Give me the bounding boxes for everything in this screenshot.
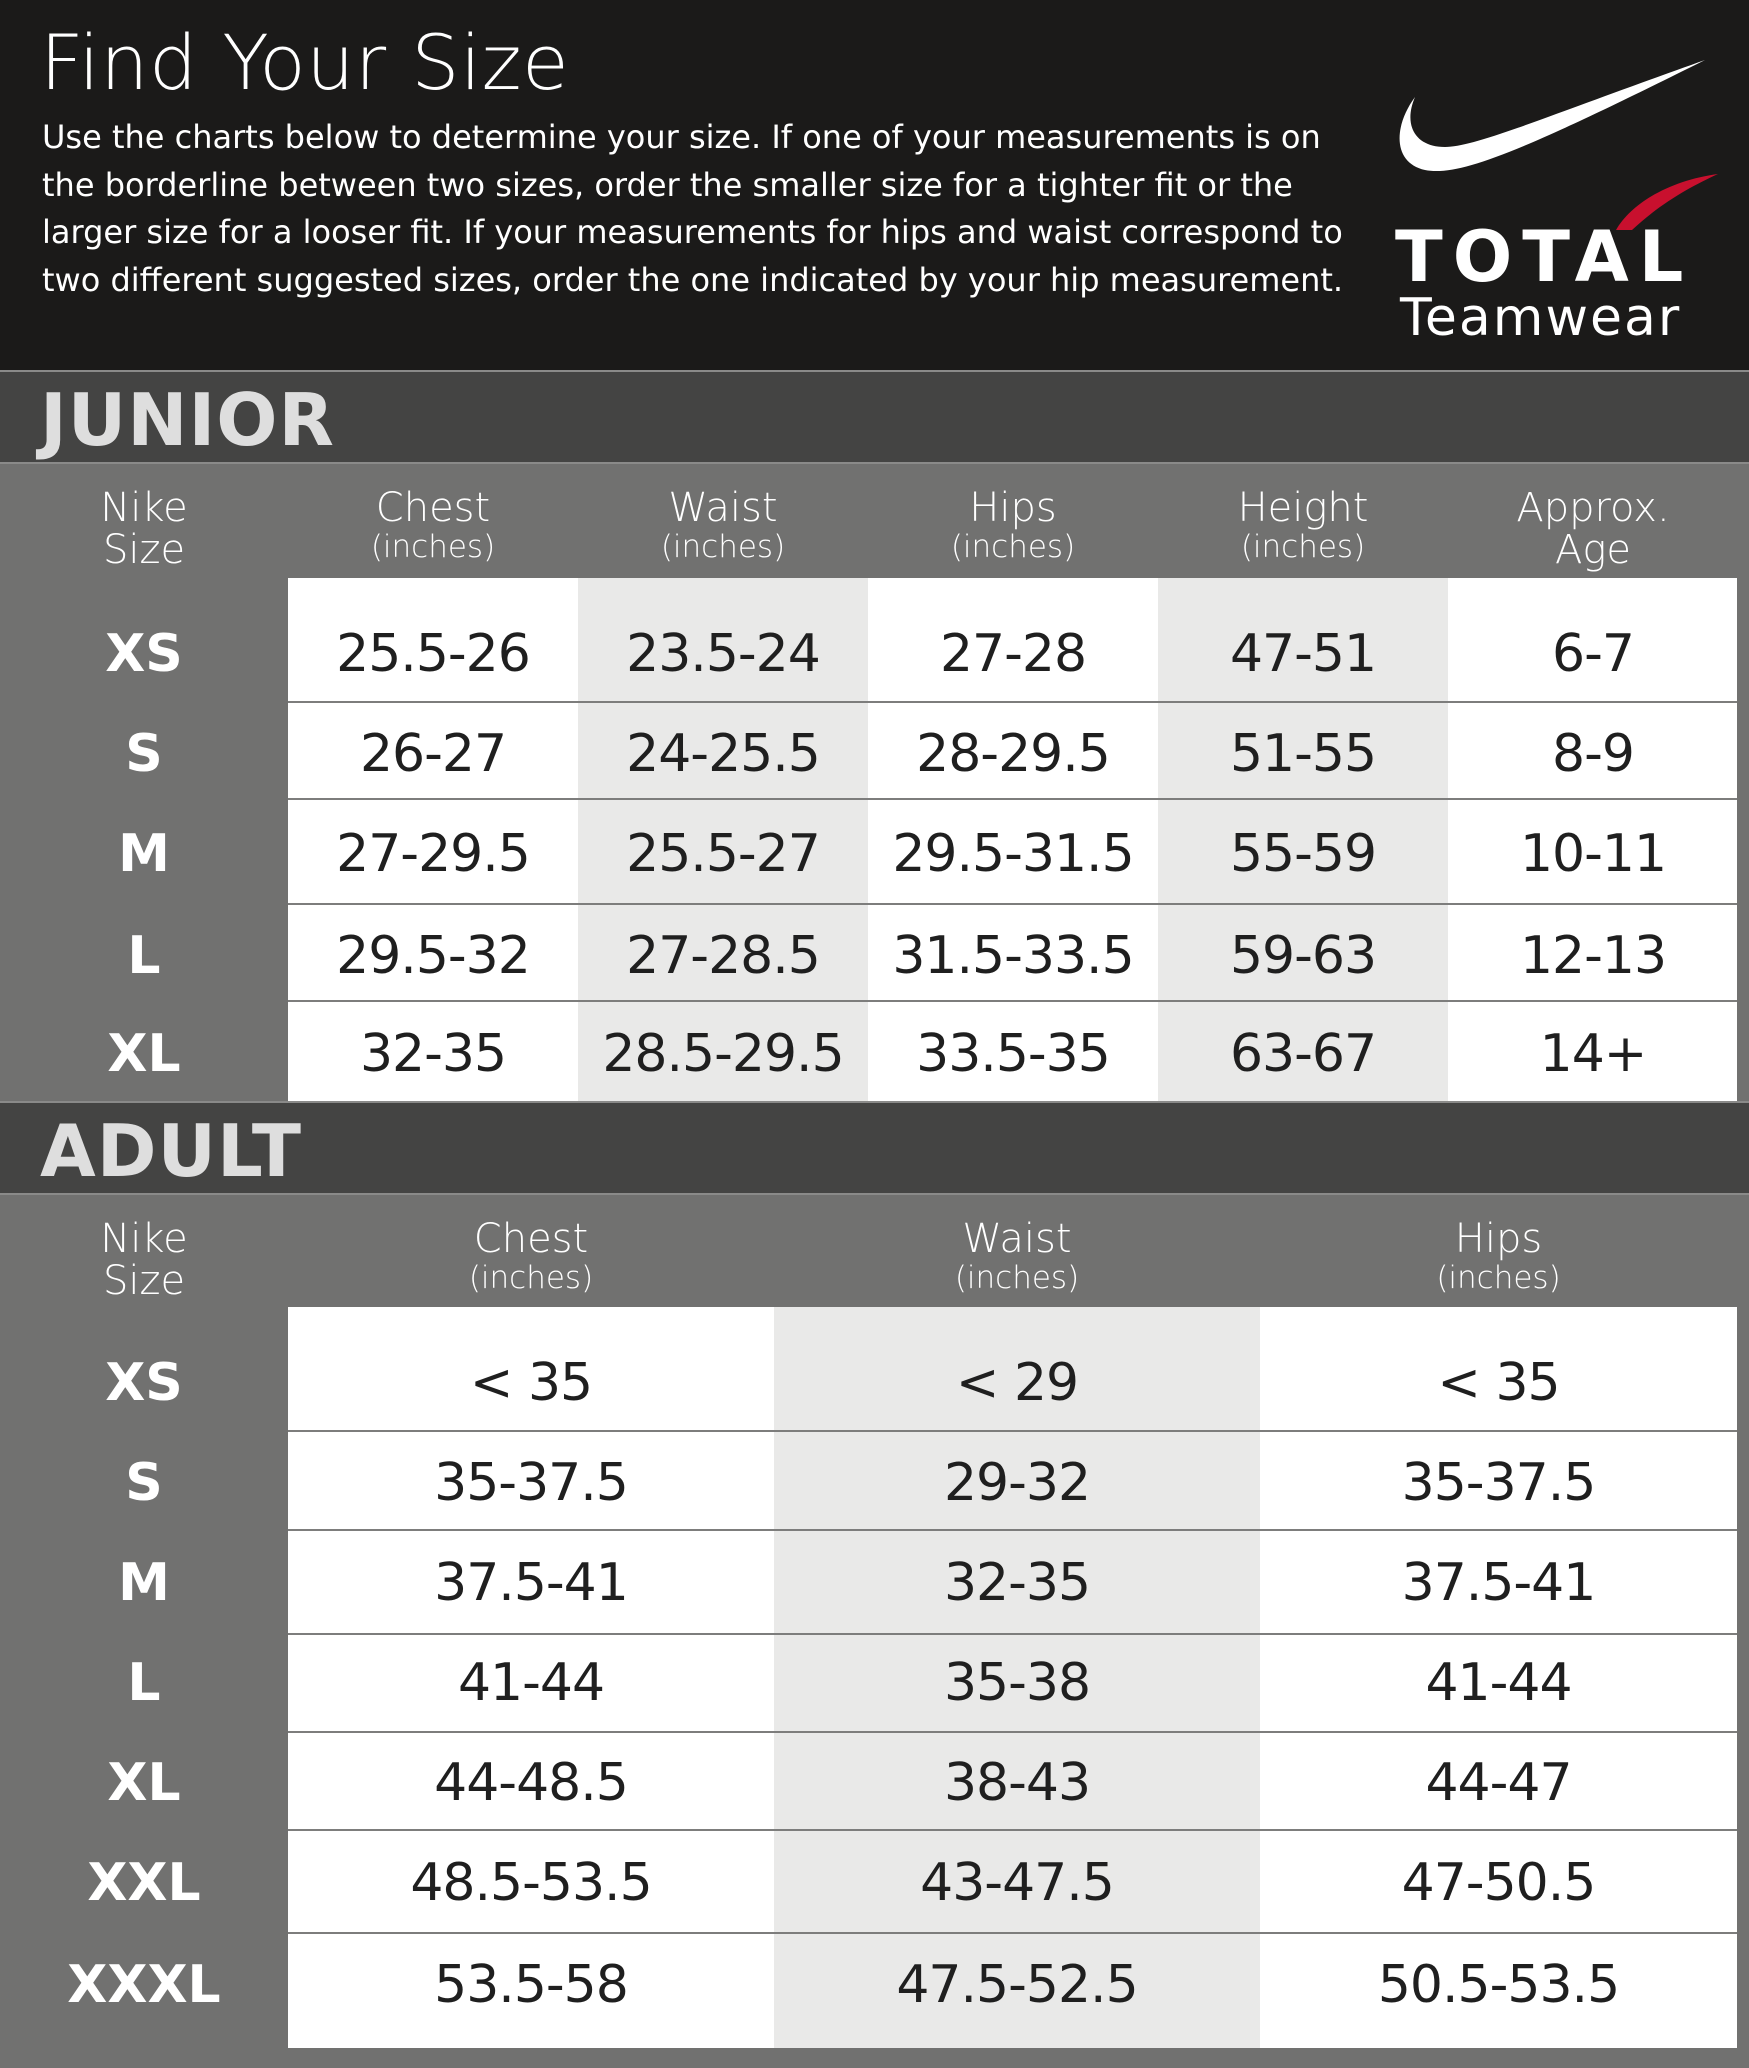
adult-size-m: M — [118, 1553, 170, 1613]
intro-text: Use the charts below to determine your size. If one of your measurements is on the borderline between two sizes, order the smaller size for a tighter fit or the larger size for a looser fit. If your measurements for hips and waist correspond to two different suggested sizes, order the one indicated by your hip measurement. — [42, 118, 1344, 299]
row-divider — [288, 1829, 1737, 1831]
adult-col-header-hips: Hips (inches) — [1436, 1216, 1561, 1296]
row-divider — [288, 1000, 1737, 1002]
row-divider — [288, 701, 1737, 703]
adult-cell: 35-37.5 — [434, 1453, 628, 1513]
junior-cell: 33.5-35 — [916, 1024, 1110, 1084]
row-divider — [288, 798, 1737, 800]
adult-cell: < 29 — [955, 1353, 1079, 1413]
junior-cell: 28-29.5 — [916, 724, 1110, 784]
junior-size-m: M — [118, 824, 170, 884]
adult-size-xl: XL — [107, 1753, 181, 1813]
brand-logo-total: TOTAL — [1395, 216, 1694, 298]
junior-cell: 28.5-29.5 — [602, 1024, 844, 1084]
adult-cell: 35-38 — [943, 1653, 1091, 1713]
row-divider — [288, 1633, 1737, 1635]
junior-cell: 51-55 — [1229, 724, 1377, 784]
junior-section-header — [0, 370, 1749, 464]
junior-table — [0, 464, 1749, 1101]
brand-logo-teamwear: Teamwear — [1400, 288, 1682, 348]
junior-cell: 24-25.5 — [626, 724, 820, 784]
junior-cell: 25.5-27 — [626, 824, 820, 884]
junior-col-header-chest: Chest (inches) — [370, 485, 496, 565]
adult-cell: 41-44 — [1425, 1653, 1572, 1713]
adult-cell: 53.5-58 — [434, 1955, 628, 2015]
adult-col-header-size: Nike Size — [100, 1216, 188, 1304]
adult-cell: 38-43 — [943, 1753, 1091, 1813]
adult-cell: 47-50.5 — [1401, 1853, 1596, 1913]
adult-cell: 44-47 — [1425, 1753, 1572, 1813]
adult-cell: 32-35 — [943, 1553, 1091, 1613]
junior-cell: 27-29.5 — [336, 824, 530, 884]
adult-cell: 50.5-53.5 — [1377, 1955, 1620, 2015]
adult-size-xxl: XXL — [87, 1853, 201, 1913]
junior-col-header-waist: Waist (inches) — [660, 485, 786, 565]
row-divider — [288, 1731, 1737, 1733]
adult-size-xxxl: XXXL — [67, 1955, 221, 2015]
junior-cell: 63-67 — [1229, 1024, 1377, 1084]
junior-col-header-size: Nike Size — [100, 485, 188, 573]
page-title: Find Your Size — [40, 18, 570, 107]
adult-size-xs: XS — [105, 1353, 183, 1413]
header — [0, 0, 1749, 370]
junior-cell: 59-63 — [1229, 926, 1377, 986]
row-divider — [288, 1932, 1737, 1934]
adult-cell: 35-37.5 — [1401, 1453, 1596, 1513]
junior-cell: 8-9 — [1552, 724, 1634, 784]
row-divider — [288, 1430, 1737, 1432]
junior-cell: 47-51 — [1229, 624, 1377, 684]
adult-cell: 48.5-53.5 — [410, 1853, 652, 1913]
adult-size-s: S — [125, 1453, 163, 1513]
junior-cell: 31.5-33.5 — [892, 926, 1134, 986]
junior-size-xl: XL — [107, 1024, 181, 1084]
junior-col-header-height: Height (inches) — [1237, 485, 1369, 565]
junior-cell: 26-27 — [359, 724, 507, 784]
junior-cell: 29.5-31.5 — [892, 824, 1134, 884]
junior-size-xs: XS — [105, 624, 183, 684]
junior-cell: 55-59 — [1229, 824, 1377, 884]
adult-section-header — [0, 1101, 1749, 1195]
adult-cell: 44-48.5 — [434, 1753, 628, 1813]
adult-cell: 37.5-41 — [1401, 1553, 1596, 1613]
row-divider — [288, 903, 1737, 905]
junior-size-l: L — [127, 926, 161, 986]
adult-cell: 29-32 — [943, 1453, 1091, 1513]
adult-section-title: ADULT — [40, 1109, 303, 1193]
adult-col-header-chest: Chest (inches) — [468, 1216, 594, 1296]
junior-section-title: JUNIOR — [40, 378, 335, 462]
junior-cell: 14+ — [1539, 1024, 1647, 1084]
adult-table — [0, 1195, 1749, 2068]
junior-cell: 6-7 — [1552, 624, 1634, 684]
adult-size-l: L — [127, 1653, 161, 1713]
adult-cell: 37.5-41 — [434, 1553, 628, 1613]
junior-cell: 27-28.5 — [626, 926, 820, 986]
adult-cell: 43-47.5 — [920, 1853, 1114, 1913]
adult-cell: 41-44 — [457, 1653, 605, 1713]
row-divider — [288, 1529, 1737, 1531]
adult-cell: < 35 — [1437, 1353, 1560, 1413]
junior-cell: 10-11 — [1519, 824, 1667, 884]
junior-cell: 29.5-32 — [336, 926, 530, 986]
nike-swoosh-icon — [1385, 55, 1715, 180]
adult-cell: 47.5-52.5 — [896, 1955, 1138, 2015]
adult-col-header-waist: Waist (inches) — [954, 1216, 1080, 1296]
junior-cell: 27-28 — [939, 624, 1087, 684]
junior-cell: 32-35 — [359, 1024, 507, 1084]
junior-size-s: S — [125, 724, 163, 784]
adult-cell: < 35 — [469, 1353, 593, 1413]
junior-cell: 23.5-24 — [626, 624, 820, 684]
junior-cell: 25.5-26 — [336, 624, 530, 684]
junior-cell: 12-13 — [1519, 926, 1667, 986]
junior-col-header-age: Approx. Age — [1516, 485, 1670, 573]
junior-col-header-hips: Hips (inches) — [950, 485, 1076, 565]
